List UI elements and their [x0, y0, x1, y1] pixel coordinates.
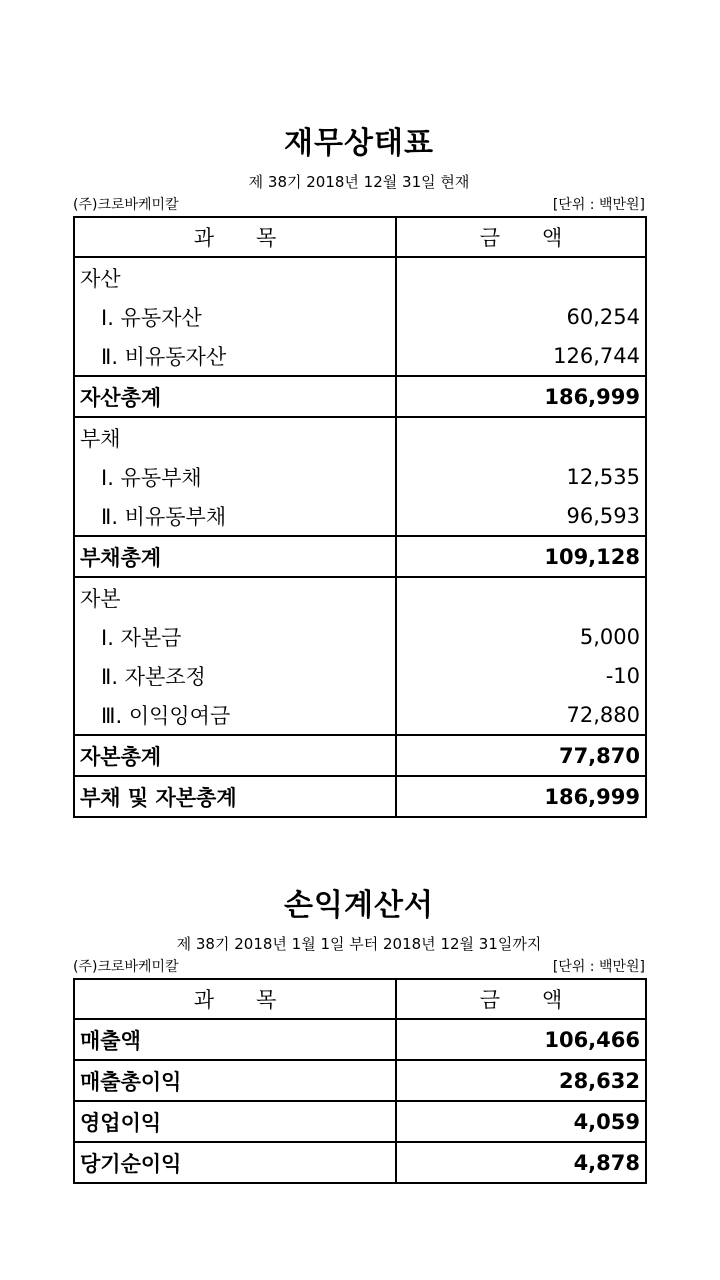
capital-adjustment-label: Ⅱ. 자본조정: [74, 656, 396, 695]
header-amount: 금 액: [396, 217, 646, 257]
balance-sheet-period: 제 38기 2018년 12월 31일 현재: [248, 173, 470, 191]
table-header-row: [74, 979, 646, 1019]
table-row: [74, 336, 646, 376]
income-statement-title: 손익계산서: [284, 888, 434, 923]
unit-label: [단위 : 백만원]: [552, 959, 645, 975]
table-row: [74, 417, 646, 457]
header-item: 과 목: [74, 217, 396, 257]
operating-income-label: 영업이익: [74, 1101, 396, 1142]
income-statement-period: 제 38기 2018년 1월 1일 부터 2018년 12월 31일까지: [176, 935, 542, 953]
capital-stock-label: Ⅰ. 자본금: [74, 617, 396, 656]
noncurrent-liabilities-label: Ⅱ. 비유동부채: [74, 496, 396, 536]
balance-sheet-meta: [73, 194, 645, 216]
table-row: [74, 496, 646, 536]
table-row: [74, 1019, 646, 1060]
liabilities-label: 부채: [74, 417, 396, 457]
equity-label: 자본: [74, 577, 396, 617]
company-name: (주)크로바케미칼: [73, 959, 179, 975]
header-amount: 금 액: [396, 979, 646, 1019]
table-row: [74, 695, 646, 735]
unit-label: [단위 : 백만원]: [552, 197, 645, 213]
table-row: [74, 1101, 646, 1142]
operating-income-value: 4,059: [396, 1101, 646, 1142]
total-equity-value: 77,870: [396, 735, 646, 776]
retained-earnings-value: 72,880: [396, 695, 646, 735]
revenue-label: 매출액: [74, 1019, 396, 1060]
balance-sheet-table: [73, 216, 647, 818]
total-liabilities-value: 109,128: [396, 536, 646, 577]
net-income-label: 당기순이익: [74, 1142, 396, 1183]
balance-sheet-section: [73, 118, 645, 818]
income-statement-table: [73, 978, 647, 1184]
total-liabilities-label: 부채총계: [74, 536, 396, 577]
current-assets-label: Ⅰ. 유동자산: [74, 297, 396, 336]
total-equity-label: 자본총계: [74, 735, 396, 776]
table-row: [74, 776, 646, 817]
table-row: [74, 577, 646, 617]
current-liabilities-label: Ⅰ. 유동부채: [74, 457, 396, 496]
gross-profit-value: 28,632: [396, 1060, 646, 1101]
table-row: [74, 297, 646, 336]
header-item: 과 목: [74, 979, 396, 1019]
table-row: [74, 376, 646, 417]
balance-sheet-title: 재무상태표: [284, 126, 434, 161]
noncurrent-liabilities-value: 96,593: [396, 496, 646, 536]
table-row: [74, 536, 646, 577]
capital-adjustment-value: -10: [396, 656, 646, 695]
table-row: [74, 617, 646, 656]
net-income-value: 4,878: [396, 1142, 646, 1183]
assets-label: 자산: [74, 257, 396, 297]
total-assets-value: 186,999: [396, 376, 646, 417]
table-row: [74, 457, 646, 496]
total-assets-label: 자산총계: [74, 376, 396, 417]
table-row: [74, 1142, 646, 1183]
total-liab-equity-label: 부채 및 자본총계: [74, 776, 396, 817]
current-liabilities-value: 12,535: [396, 457, 646, 496]
table-header-row: [74, 217, 646, 257]
table-row: [74, 1060, 646, 1101]
total-liab-equity-value: 186,999: [396, 776, 646, 817]
table-row: [74, 656, 646, 695]
income-statement-meta: [73, 956, 645, 978]
revenue-value: 106,466: [396, 1019, 646, 1060]
table-row: [74, 735, 646, 776]
company-name: (주)크로바케미칼: [73, 197, 179, 213]
noncurrent-assets-label: Ⅱ. 비유동자산: [74, 336, 396, 376]
noncurrent-assets-value: 126,744: [396, 336, 646, 376]
current-assets-value: 60,254: [396, 297, 646, 336]
table-row: [74, 257, 646, 297]
retained-earnings-label: Ⅲ. 이익잉여금: [74, 695, 396, 735]
capital-stock-value: 5,000: [396, 617, 646, 656]
gross-profit-label: 매출총이익: [74, 1060, 396, 1101]
income-statement-section: [73, 880, 645, 1184]
